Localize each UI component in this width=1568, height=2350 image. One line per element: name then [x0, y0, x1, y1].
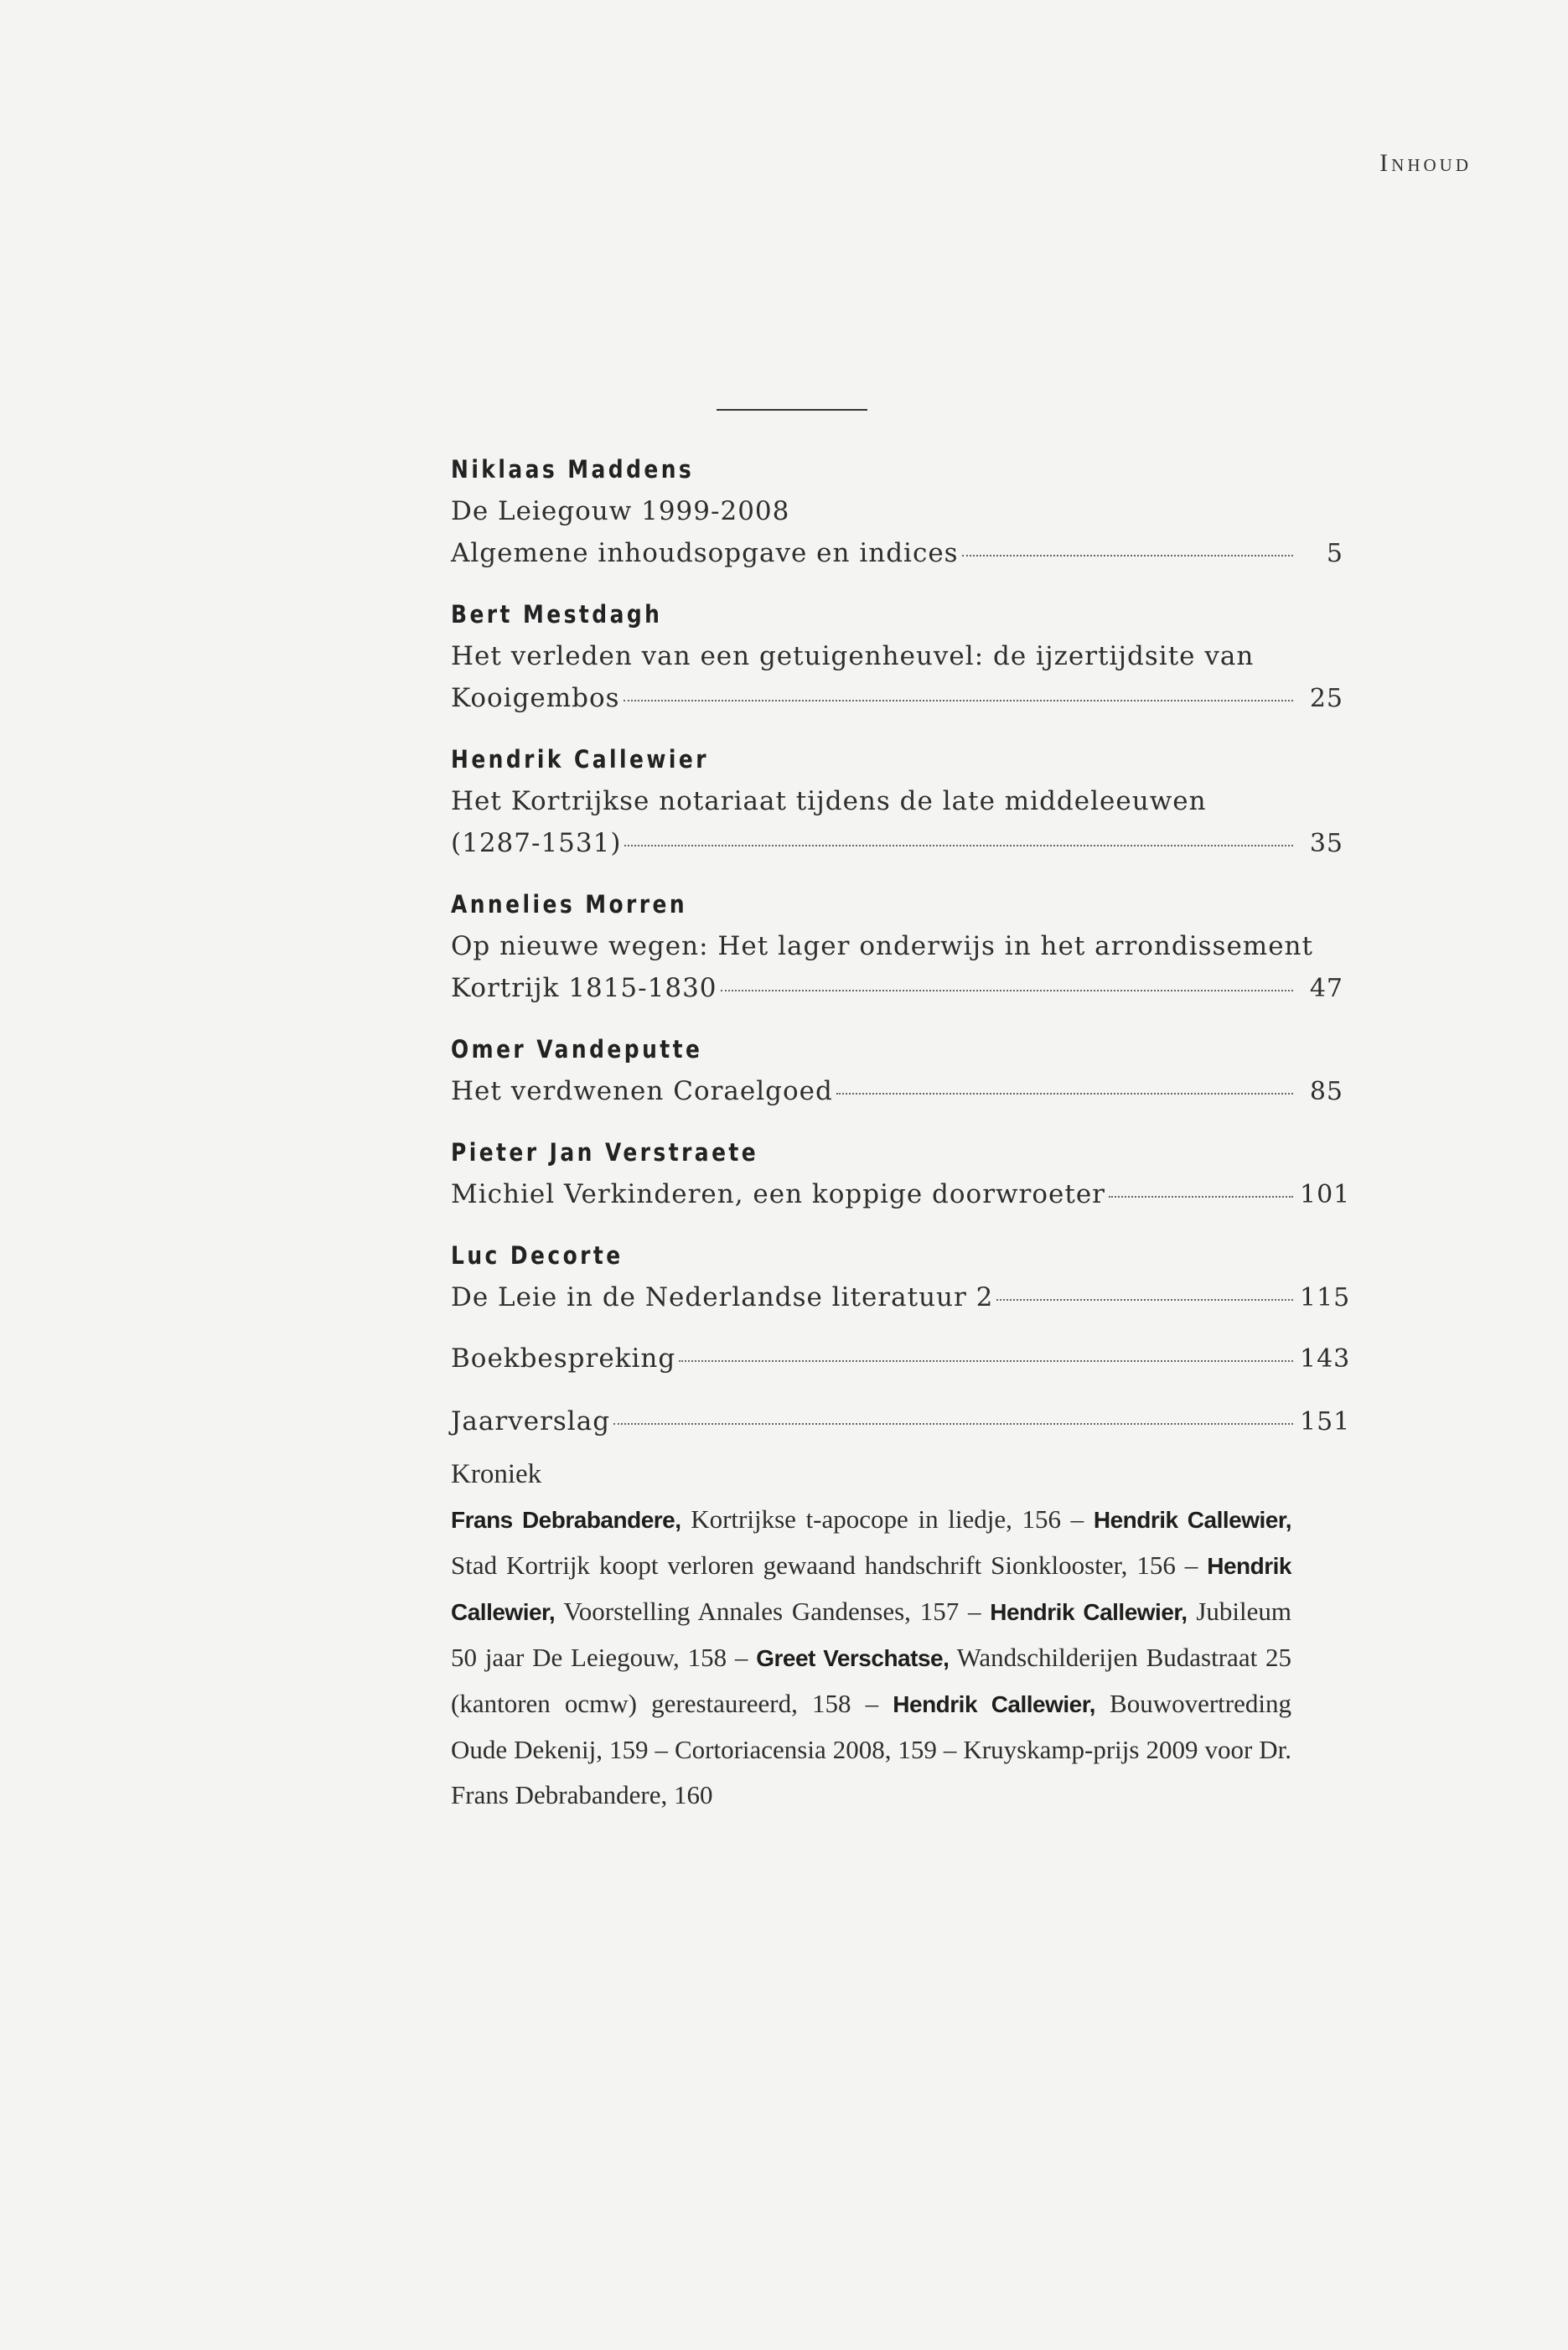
toc-title-text: (1287-1531): [451, 828, 622, 858]
toc-title-row[interactable]: [451, 1276, 1351, 1319]
toc-author: Pieter Jan Verstraete: [451, 1138, 759, 1167]
toc-title-row[interactable]: [451, 1173, 1351, 1216]
toc-title-text: Algemene inhoudsopgave en indices: [451, 538, 959, 568]
toc-page-number: 85: [1309, 1077, 1343, 1106]
toc-page-number: 5: [1326, 539, 1343, 568]
kroniek-author: Hendrik Callewier,: [893, 1691, 1095, 1717]
toc-entry: [451, 1400, 1351, 1443]
toc-title-row[interactable]: [451, 1400, 1351, 1443]
toc-entry: [451, 1028, 1343, 1113]
dot-leader: [836, 1093, 1293, 1095]
toc-title-line: De Leiegouw 1999-2008: [451, 496, 790, 526]
toc-page-number: 115: [1300, 1283, 1351, 1312]
toc-author: Niklaas Maddens: [451, 455, 695, 484]
running-head: Inhoud: [1379, 149, 1472, 177]
toc-page-number: 143: [1300, 1344, 1351, 1374]
toc-title-row[interactable]: [451, 532, 1343, 575]
kroniek-author: Hendrik Callewier,: [451, 1553, 1291, 1625]
toc-entry: [451, 738, 1343, 865]
dot-leader: [679, 1360, 1293, 1362]
toc-entry: [451, 1235, 1351, 1319]
kroniek-item-text: Wandschilderijen Budastraat 25 (kantoren ocmw) gerestaureerd, 158 –: [451, 1643, 1292, 1718]
dot-leader: [721, 990, 1293, 991]
toc-page-number: 101: [1300, 1180, 1351, 1209]
toc-title-line: Het Kortrijkse notariaat tijdens de late middeleeuwen: [451, 786, 1207, 816]
kroniek-item-text: Stad Kortrijk koopt verloren gewaand handschrift Sionklooster, 156 –: [451, 1550, 1208, 1580]
toc-author: Luc Decorte: [451, 1241, 624, 1270]
toc-author: Omer Vandeputte: [451, 1035, 703, 1064]
kroniek-heading: Kroniek: [451, 1459, 542, 1489]
toc-title-line: Op nieuwe wegen: Het lager onderwijs in het arrondissement: [451, 931, 1313, 961]
kroniek-item-text: Kortrijkse t-apocope in liedje, 156 –: [681, 1504, 1094, 1534]
dot-leader: [1109, 1196, 1293, 1198]
toc-page-number: 35: [1309, 829, 1343, 858]
toc-title-text: Michiel Verkinderen, een koppige doorwroeter: [451, 1179, 1105, 1209]
toc-entry: [451, 1338, 1351, 1380]
toc-entry: [451, 1131, 1351, 1216]
toc-title-text: Kortrijk 1815-1830: [451, 973, 717, 1003]
kroniek-author: Greet Verschatse,: [756, 1645, 950, 1671]
toc-entry: [451, 448, 1343, 575]
toc-title-row[interactable]: [451, 1070, 1343, 1113]
toc-title-text: Het verdwenen Coraelgoed: [451, 1076, 833, 1106]
toc-title-text: Boekbespreking: [451, 1343, 676, 1374]
kroniek-author: Frans Debrabandere,: [451, 1507, 681, 1533]
kroniek-item-text: Voorstelling Annales Gandenses, 157 –: [555, 1597, 991, 1626]
divider-rule: [717, 409, 867, 411]
toc-title-line: Het verleden van een getuigenheuvel: de ijzertijdsite van: [451, 641, 1255, 671]
toc-page-number: 25: [1309, 684, 1343, 713]
toc-title-text: De Leie in de Nederlandse literatuur 2: [451, 1282, 994, 1312]
kroniek-body: [451, 1497, 1291, 1818]
toc-title-row[interactable]: [451, 1338, 1351, 1380]
kroniek-author: Hendrik Callewier,: [990, 1599, 1188, 1625]
dot-leader: [962, 555, 1293, 556]
toc-title-row[interactable]: [451, 967, 1343, 1010]
toc-title-row[interactable]: [451, 677, 1343, 720]
toc-entry: [451, 593, 1343, 720]
toc-author: Hendrik Callewier: [451, 745, 709, 774]
dot-leader: [613, 1423, 1293, 1425]
dot-leader: [624, 845, 1293, 846]
toc-title-row[interactable]: [451, 822, 1343, 865]
kroniek-author: Hendrik Callewier,: [1093, 1507, 1291, 1533]
dot-leader: [624, 700, 1293, 701]
toc-title-text: Kooigembos: [451, 683, 620, 713]
kroniek-item-text: Bouwovertreding Oude Dekenij, 159 – Cortoriacensia 2008, 159 – Kruyskamp-prijs 2009 voor Dr. Frans Debrabandere, 160: [451, 1689, 1291, 1809]
dot-leader: [996, 1299, 1293, 1301]
toc-title-text: Jaarverslag: [451, 1406, 611, 1436]
toc-page-number: 47: [1309, 974, 1343, 1003]
toc-page-number: 151: [1300, 1407, 1351, 1436]
toc-author: Bert Mestdagh: [451, 600, 663, 629]
toc-author: Annelies Morren: [451, 890, 688, 919]
kroniek-item-text: Jubileum 50 jaar De Leiegouw, 158 –: [451, 1597, 1291, 1672]
table-of-contents: [451, 448, 1351, 1818]
toc-entry: [451, 883, 1343, 1010]
